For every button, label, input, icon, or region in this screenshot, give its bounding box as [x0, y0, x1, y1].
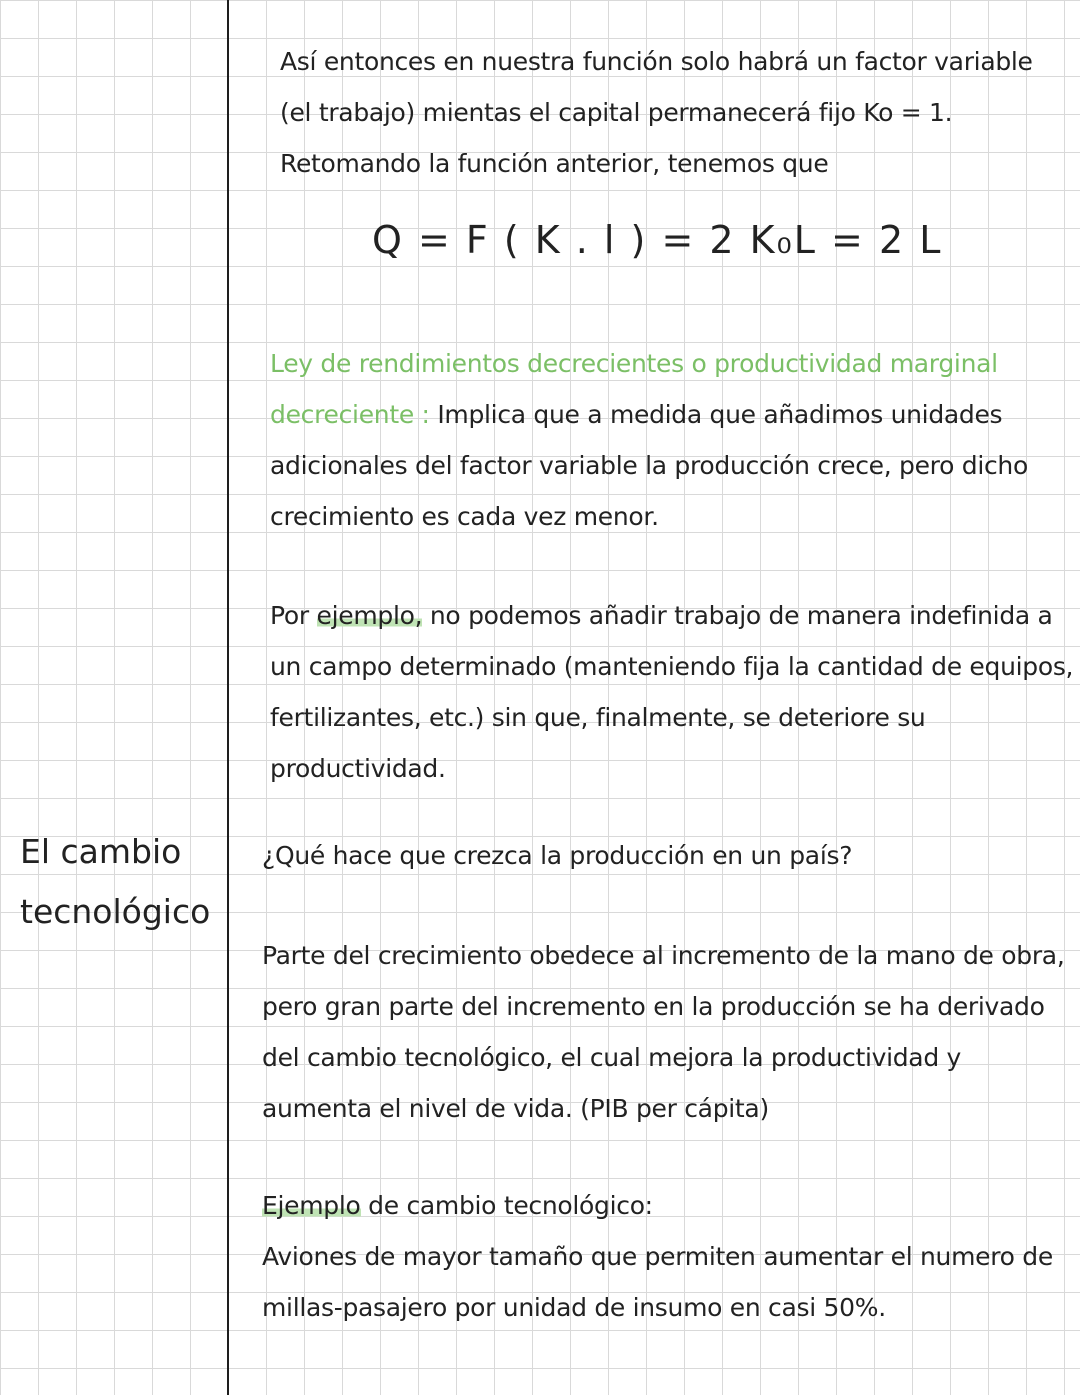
law-title-end: decreciente :	[270, 400, 430, 429]
growth-paragraph	[262, 930, 1064, 1134]
example-line-1-start: Por	[270, 601, 317, 630]
law-line-4: crecimiento es cada vez menor.	[270, 502, 659, 531]
section-heading-line-1: El cambio	[20, 832, 182, 871]
law-line-2-text: Implica que a medida que añadimos unidades	[429, 400, 1003, 429]
margin-line	[227, 0, 229, 1395]
section-heading	[20, 822, 210, 942]
law-line-2	[270, 389, 1028, 440]
example-line-3: fertilizantes, etc.) sin que, finalmente, se deteriore su	[270, 703, 926, 732]
tech-example-line-3: millas-pasajero por unidad de insumo en casi 50%.	[262, 1293, 886, 1322]
law-paragraph	[270, 338, 1028, 542]
intro-line-3: Retomando la función anterior, tenemos que	[280, 149, 829, 178]
example-paragraph	[270, 590, 1073, 794]
example-line-2: un campo determinado (manteniendo fija la cantidad de equipos,	[270, 652, 1074, 681]
example-line-1-end: no podemos añadir trabajo de manera indefinida a	[422, 601, 1053, 630]
section-heading-line-2: tecnológico	[20, 892, 211, 931]
growth-line-2: pero gran parte del incremento en la producción se ha derivado	[262, 992, 1045, 1021]
example-line-1	[270, 590, 1073, 641]
tech-example-paragraph	[262, 1180, 1053, 1333]
tech-example-highlight: Ejemplo	[262, 1191, 361, 1220]
intro-line-1: Así entonces en nuestra función solo habrá un factor variable	[280, 47, 1033, 76]
intro-paragraph	[280, 36, 1033, 189]
law-line-3: adicionales del factor variable la producción crece, pero dicho	[270, 451, 1028, 480]
tech-example-title-rest: de cambio tecnológico:	[360, 1191, 653, 1220]
question-text	[262, 830, 852, 881]
question-line: ¿Qué hace que crezca la producción en un país?	[262, 841, 853, 870]
tech-example-title	[262, 1180, 1053, 1231]
growth-line-3: del cambio tecnológico, el cual mejora la productividad y	[262, 1043, 962, 1072]
intro-line-2: (el trabajo) mientas el capital permanecerá fijo Ko = 1.	[280, 98, 953, 127]
example-line-4: productividad.	[270, 754, 446, 783]
law-title: Ley de rendimientos decrecientes o productividad marginal	[270, 349, 998, 378]
growth-line-1: Parte del crecimiento obedece al incremento de la mano de obra,	[262, 941, 1065, 970]
growth-line-4: aumenta el nivel de vida. (PIB per cápita)	[262, 1094, 769, 1123]
production-function-formula: Q = F ( K . l ) = 2 K₀L = 2 L	[372, 218, 943, 262]
example-highlight: ejemplo,	[316, 601, 423, 630]
tech-example-line-2: Aviones de mayor tamaño que permiten aumentar el numero de	[262, 1242, 1053, 1271]
